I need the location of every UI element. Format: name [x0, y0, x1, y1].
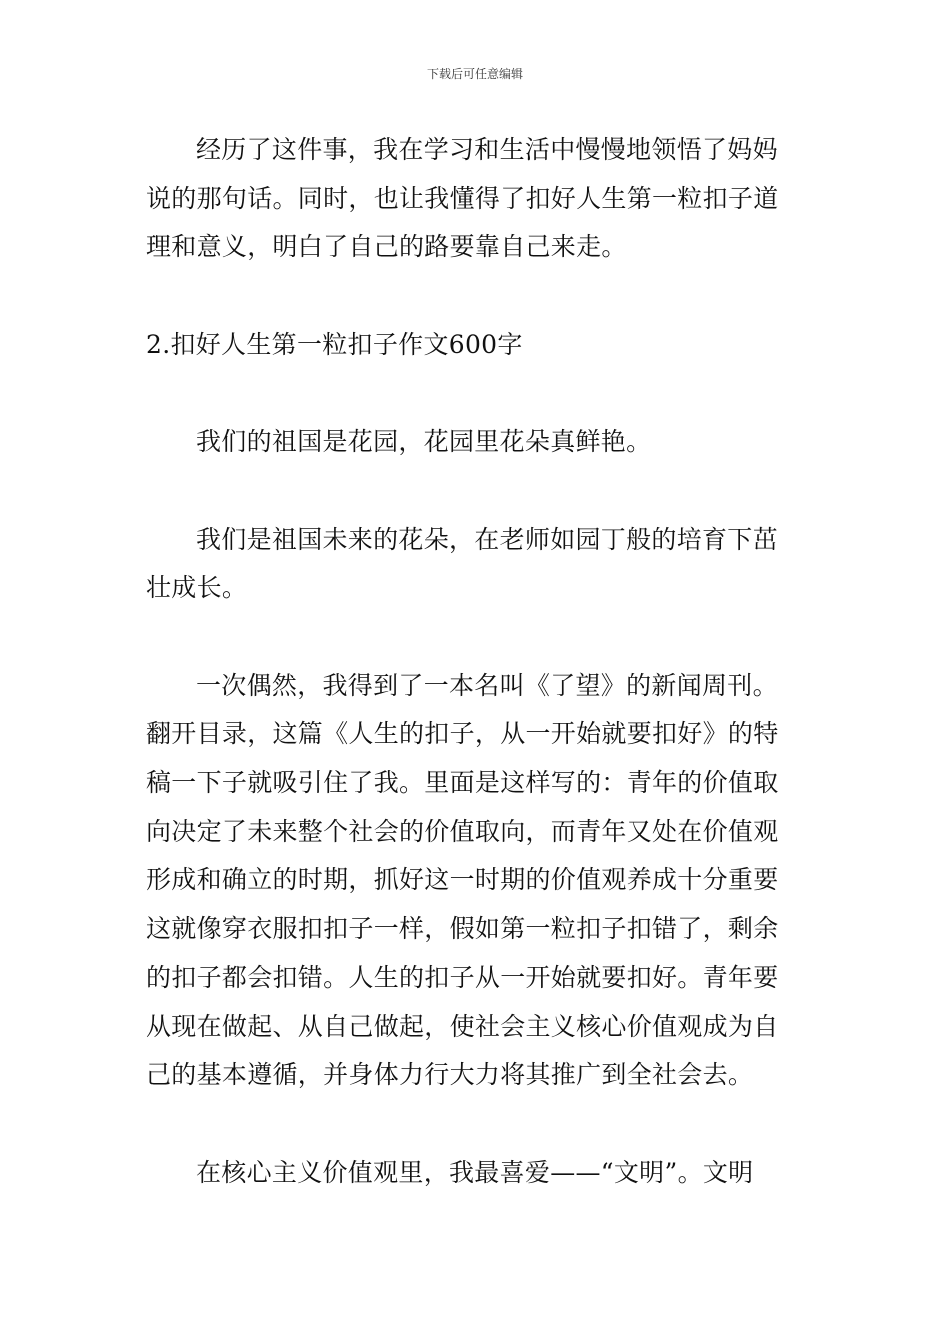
paragraph-garden: 我们的祖国是花园，花园里花朵真鲜艳。: [196, 427, 652, 457]
paragraph-gap: [146, 467, 808, 516]
paragraph-gap: [146, 1100, 808, 1149]
page-header: 下载后可任意编辑: [426, 67, 523, 81]
section-heading: 2.扣好人生第一粒扣子作文600字: [146, 329, 523, 359]
paragraph-gap: [146, 613, 808, 662]
paragraph-reflection: 经历了这件事，我在学习和生活中慢慢地领悟了妈妈 说的那句话。同时，也让我懂得了扣好人生第一粒扣子道 理和意义，明白了自己的路要靠自己来走。: [146, 135, 779, 262]
paragraph-civilization: 在核心主义价值观里，我最喜爱——“文明”。文明: [196, 1157, 754, 1187]
paragraph-gap: [146, 272, 808, 321]
document-body: [146, 126, 808, 1197]
paragraph-gap: [146, 370, 808, 419]
paragraph-flowers: 我们是祖国未来的花朵，在老师如园丁般的培育下茁 壮成长。: [146, 524, 778, 603]
paragraph-magazine: 一次偶然，我得到了一本名叫《了望》的新闻周刊。 翻开目录，这篇《人生的扣子，从一开始就要扣好》的特 稿一下子就吸引住了我。里面是这样写的：青年的价值取 向决定了未来整个社会的价值取向，而青年又处在价值观 形成和确立的时期，抓好这一时期的价值观养成十分重要 这就像穿衣服扣扣子一样，假如第一粒扣子扣错了，剩余 的扣子都会扣错。人生的扣子从一开始就要扣好。青年要 从现在做起、从自己做起，使社会主义核心价值观成为自 己的基本遵循，并身体力行大力将其推广到全社会去。: [146, 670, 779, 1090]
